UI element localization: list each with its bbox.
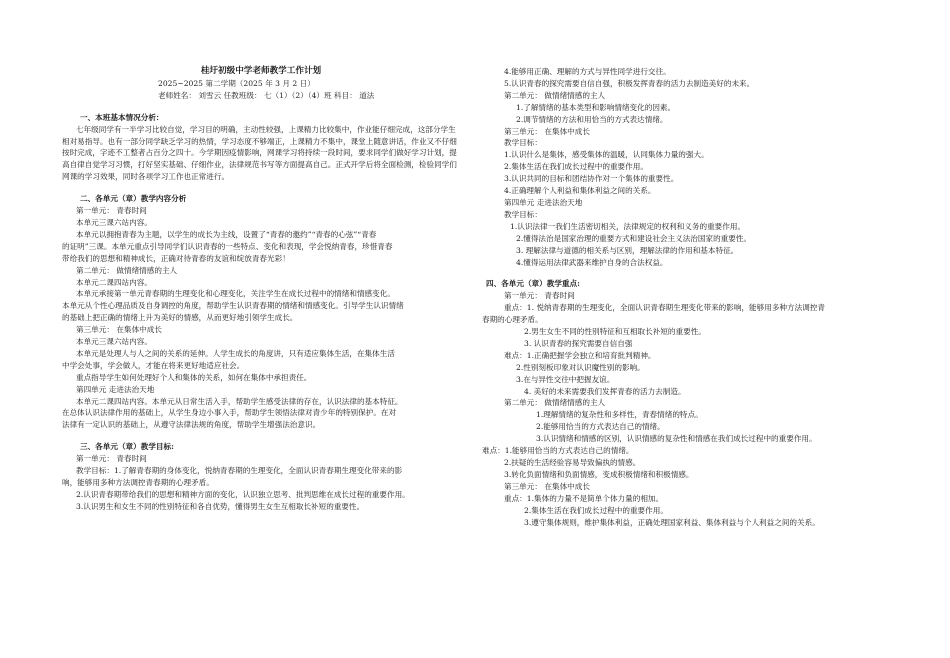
- section4-line: 2.集体生活在我们成长过程中的重要作用。: [524, 505, 668, 515]
- section4-line: 难点：1.能够用恰当的方式表达自己的情绪。: [482, 446, 634, 456]
- right_top-line: 3. 理解法律与道德的相关系与区别，理解法律的作用和基本特征。: [516, 245, 739, 255]
- section3-lines: [62, 453, 460, 513]
- section4-line: 春期的心理矛盾。: [482, 315, 543, 325]
- section4-line: 4. 美好的未来需要我们发挥青春的活力去制造。: [524, 386, 686, 396]
- right_top-line: 教学目标：: [504, 138, 542, 148]
- right_top-line: 教学目标：: [504, 209, 542, 219]
- section4-line: 2.能够用恰当的方式表达自己的情绪。: [536, 422, 665, 432]
- section2-heading: 二、各单元（章）教学内容分析: [80, 194, 187, 204]
- right_top-line: 4.正确理解个人利益和集体利益之间的关系。: [504, 186, 656, 196]
- right_top-line: 1.认识法律一我们生活密切相关，法律规定的权利和义务的重要作用。: [510, 221, 746, 231]
- left-column: [62, 66, 460, 513]
- right_top-line: 第三单元： 在集体中成长: [504, 126, 590, 136]
- section2-line: 本单元三课六站内容。: [76, 217, 152, 227]
- section2-line: 中学会处事，学会做人，才能在将来更好地适应社会。: [62, 360, 245, 370]
- section4-lines: [482, 290, 892, 528]
- section1-heading: 一、本班基本情况分析：: [80, 112, 164, 122]
- section1-body: 七年级同学有一半学习比较自觉，学习目的明确，主动性较强，上课精力比较集中，作业能仔细完成，这部分学生相对易指导。也有一部分同学缺乏学习的热情，学习态度不够端正，上课精力不集中，课堂上随意讲话，作业又不仔细按时完成，字迹不工整者占百分之四十。今学期因疫情影响，网课学习将持续一段时间，要求同学们做好学习计划，提高自律自觉学习习惯，打好坚实基础、仔细作业，法律规范书写等方面提高自己。正式开学后将全面检测，检验同学们网课的学习效果，同时各项学习工作也正常进行。: [62, 124, 457, 182]
- section2-line: 本单元二课四站内容。本单元从日常生活入手，帮助学生感受法律的存在，认识法律的基本特征。: [76, 396, 403, 406]
- right_top-line: 2.调节情绪的方法和用恰当的方式表达情绪。: [516, 114, 668, 124]
- section2-line: 本单元是处理人与人之间的关系的延伸。人学生成长的角度讲，只有适应集体生活，在集体生活: [76, 348, 395, 358]
- section2-line: 本单元三课六站内容。: [76, 337, 152, 347]
- section4-line: 3.遵守集体规则，维护集体利益，正确处理国家利益、集体利益与个人利益之间的关系。: [524, 517, 820, 527]
- section2-line: 本单元从个性心理品质及自身调控的角度，帮助学生认识青春期的情绪和情感变化。引导学生认识情绪: [62, 301, 404, 311]
- section3-line: 第一单元： 青春时间: [76, 454, 147, 464]
- section4-line: 3.在与异性交往中把握友谊。: [516, 374, 615, 384]
- section4-line: 第三单元： 在集体中成长: [504, 481, 590, 491]
- section2-line: 第三单元： 在集体中成长: [76, 325, 162, 335]
- right_top-line: 2.集体生活在我们成长过程中的重要作用。: [504, 162, 648, 172]
- section3-heading: 三、各单元（章）教学目标:: [80, 442, 174, 452]
- section2-line: 法律有一定认识的基础上，从遵守法律法规的角度，帮助学生增强法治意识。: [62, 420, 321, 430]
- right_top-line: 第四单元 走进法治天地: [504, 197, 583, 207]
- right_top-line: 第二单元： 做情绪情感的主人: [504, 90, 606, 100]
- section4-line: 3.认识情绪和情感的区别，认识情感的复杂性和情感在我们成长过程中的重要作用。: [536, 434, 817, 444]
- section2-line: 第一单元： 青春时间: [76, 206, 147, 216]
- section4-line: 难点：1.正确把握学会独立和培育批判精神。: [504, 350, 656, 360]
- section3-line: 教学目标：1.了解青春期的身体变化，悦纳青春期的生理变化，全面认识青春期生理变化带来的影: [76, 466, 403, 476]
- right_top-line: 3.认识共同的目标和团结协作对一个集体的重要性。: [504, 174, 679, 184]
- right_top-line: 2.懂得法治是国家治理的重要方式和建设社会主义法治国家的重要性。: [516, 233, 752, 243]
- right-top-lines: [482, 66, 892, 268]
- section2-lines: [62, 205, 460, 431]
- right_top-line: 5.认识青春的探究需要自信自强，积极发挥青春的活力去制造美好的未来。: [504, 78, 755, 88]
- section4-heading: 四、各单元（章）教学重点:: [486, 279, 580, 289]
- section4-line: 1.理解情绪的复杂性和多样性，青春情绪的特点。: [536, 410, 703, 420]
- right_top-line: 4.懂得运用法律武器来维护自身的合法权益。: [516, 257, 668, 267]
- section2-line: 本单元二课四站内容。: [76, 277, 152, 287]
- right_top-line: 1.认识什么是集体，感受集体的温暖，认同集体力量的强大。: [504, 150, 709, 160]
- section4-line: 3.转化负面情绪和负面情感，变成积极情绪和积极情感。: [504, 469, 694, 479]
- section3-line: 响，能够用多种方法调控青春期的心理矛盾。: [62, 478, 214, 487]
- section4-line: 第二单元： 做情绪情感的主人: [504, 398, 606, 408]
- section2-line: 在总体认识法律作用的基础上，从学生身边小事入手，帮助学生领悟法律对青少年的特别保护。在对: [62, 408, 397, 418]
- section4-line: 第一单元： 青春时间: [504, 291, 575, 301]
- section2-line: 带给我们的思想和精神成长，正确对待青春的友谊和绽放青春光彩！: [62, 253, 290, 263]
- section2-line: 的证明”三课。本单元重点引导同学们认识青春的一些特点、变化和表现，学会悦纳青春，珍惜青春: [62, 241, 393, 251]
- right_top-line: 4.能够用正确、理解的方式与异性同学进行交往。: [504, 67, 671, 76]
- section2-line: 第二单元： 做情绪情感的主人: [76, 265, 178, 275]
- section2-line: 的基础上把正确的情绪上升为美好的情感，从而更好地引领学生成长。: [62, 313, 298, 323]
- section4-line: 重点：1. 悦纳青春期的生理变化，全面认识青春期生理变化带来的影响，能够用多种方法调控青: [504, 303, 825, 313]
- section2-line: 本单元承接第一单元青春期的生理变化和心理变化，关注学生在成长过程中的情绪和情感变化。: [76, 289, 395, 299]
- page-title: 桂圩初级中学老师教学工作计划: [200, 66, 322, 76]
- section4-line: 2.性别刻板印象对认识魔性别的影响。: [516, 362, 645, 372]
- term-line: 2025~2025 第二学期（2025 年 3 月 2 日）: [158, 78, 315, 88]
- section3-line: 3.认识男生和女生不同的性别特征和各自优势，懂得男生女生互相取长补短的重要性。: [76, 501, 365, 511]
- section4-line: 3. 认识青春的探究需要自信自强: [524, 338, 633, 348]
- section4-line: 2.男生女生不同的性别特征和互相取长补短的重要性。: [524, 327, 706, 337]
- section2-line: 重点指导学生如何处理好个人和集体的关系，如何在集体中承担责任。: [76, 372, 312, 382]
- section4-line: 重点：1.集体的力量不是简单个体力量的相加。: [504, 493, 664, 503]
- teacher-info: 老师姓名： 刘雪云 任教班级： 七（1）（2）（4）班 科目： 道法: [158, 90, 375, 100]
- section4-line: 2.扶疑的生活经验容易导致偏执的情感。: [504, 458, 641, 467]
- section2-line: 第四单元 走进法治天地: [76, 384, 155, 394]
- section2-line: 本单元以拥抱青春为主题，以学生的成长为主线，设置了“青春的邀约”“青春的心弦”“青春: [76, 229, 377, 239]
- section3-line: 2.认识青春期带给我们的思想和精神方面的变化，认识独立思考、批判思维在成长过程的重要作用。: [76, 489, 410, 499]
- right-column: [482, 66, 892, 528]
- right_top-line: 1.了解情绪的基本类型和影响情绪变化的因素。: [516, 102, 676, 112]
